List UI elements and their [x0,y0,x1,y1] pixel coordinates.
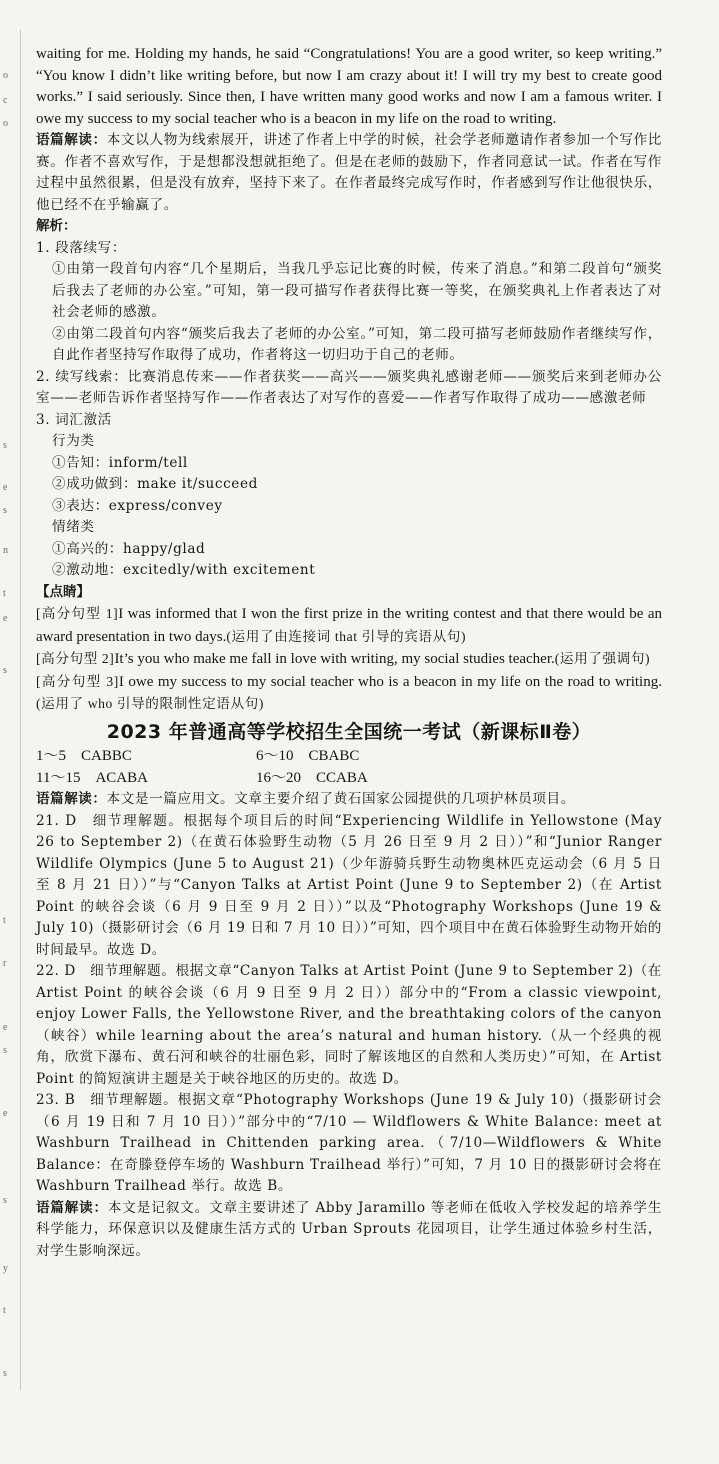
margin-letter: y [3,1263,8,1274]
highlight-sentence-1 [36,603,662,648]
section-2-title: 2. 续写线索： [36,368,128,385]
margin-letter: e [3,482,8,493]
question-22-text: 根据文章“Canyon Talks at Artist Point (June 9 to September 2)（在 Artist Point 的峡谷会谈（6 月 9 日至 9 月 2 日））部分中的“From a classic viewpoint, enjoy Lower Falls, the Yellowstone River, and the breathtaking colors of the canyon（峡谷）while learning about the area’s natural and human history.（从一个经典的视角，欣赏下瀑布、黄石河和峡谷的壮丽色彩，同时了解该地区的自然和人类历史）”可知，在 Artist Point 的简短演讲主题是关于峡谷地区的历史的。故选 D。 [36,963,662,1087]
vocab-item: ②成功做到：make it/succeed [52,476,258,492]
margin-letter: t [3,588,6,599]
highlight-sentence-3 [36,671,662,716]
margin-letter: e [3,1108,8,1119]
reading-summary-1 [36,130,662,216]
reading-summary-2 [36,789,662,811]
highlight-note: (运用了由连接词 that 引导的宾语从句) [226,628,467,644]
section-1-title: 1. 段落续写： [36,239,127,256]
question-21-text: 根据每个项目后的时间“Experiencing Wildlife in Yellowstone (May 26 to September 2)（在黄石体验野生动物（5 月 26 日至 9 月 2 日））”和“Junior Ranger Wildlife Olympics (June 5 to August 21)（少年游骑兵野生动物奥林匹克运动会（6 月 5 日至 8 月 21 日））”与“Canyon Talks at Artist Point (June 9 to September 2)（在 Artist Point 的峡谷会谈（6 月 9 日至 9 月 2 日））”以及“Photography Workshops (June 19 & July 10)（摄影研讨会（6 月 19 日和 7 月 10 日））”可知，四个项目中在黄石体验野生动物开始的时间最早。故选 D。 [36,812,662,958]
margin-letter: s [3,665,7,676]
margin-letter: e [3,1022,8,1033]
section-1-item-2: ②由第二段首句内容“颁奖后我去了老师的办公室。”可知，第二段可描写老师鼓励作者继续写作，自此作者坚持写作取得了成功，作者将这一切归功于自己的老师。 [52,325,662,363]
section-2-clues [36,367,662,410]
question-23-head: 23. B 细节理解题。 [36,1092,178,1108]
section-2-text: 比赛消息传来——作者获奖——高兴——颁奖典礼感谢老师——颁奖后来到老师办公室——老师告诉作者坚持写作——作者表达了对写作的喜爱——作者写作取得了成功——感激老师 [36,368,662,406]
answer-range: 11～15 ACABA [36,770,148,786]
section-3-title: 3. 词汇激活 [36,411,112,428]
vocab-group-emotion: 情绪类 [52,519,95,535]
vocab-item: ③表达：express/convey [52,497,223,514]
highlight-note: (运用了 who 引导的限制性定语从句) [36,696,264,711]
reading-summary-label: 语篇解读： [36,791,107,807]
reading-summary-text: 本文是记叙文。文章主要讲述了 Abby Jaramillo 等老师在低收入学校发起的培养学生科学能力，环保意识以及健康生活方式的 Urban Sprouts 花园项目，让学生通过体验乡村生活，对学生影响深远。 [36,1199,662,1259]
vocab-item: ①高兴的：happy/glad [52,540,206,557]
bleed-through-margin-letters [0,0,14,1464]
margin-letter: r [3,958,7,969]
exam-title: 2023 年普通高等学校招生全国统一考试（新课标Ⅱ卷） [106,720,592,743]
highlight-text: I was informed that I won the first prize in the writing contest and that there would be an award presentation in two days. [36,606,662,645]
vocab-group-action: 行为类 [52,433,95,449]
answer-range: 1～5 CABBC [36,748,132,764]
left-margin-rule [20,30,21,1390]
margin-letter: e [3,613,8,624]
reading-summary-3 [36,1198,662,1263]
highlight-text: I owe my success to my social teacher who is a beacon in my life on the road to writing. [118,673,662,690]
margin-letter: s [3,440,7,451]
question-22-explanation [36,961,662,1090]
margin-letter: o [3,118,8,129]
answer-range: 16～20 CCABA [256,770,368,786]
highlight-tag: [高分句型 3] [36,673,119,689]
margin-letter: s [3,1195,7,1206]
vocab-item: ②激动地：excitedly/with excitement [52,562,316,578]
question-23-explanation [36,1090,662,1198]
highlight-text: It’s you who make me fall in love with writing, my social studies teacher. [114,651,555,667]
margin-letter: t [3,1305,6,1316]
reading-summary-text: 本文以人物为线索展开，讲述了作者上中学的时候，社会学老师邀请作者参加一个写作比赛。作者不喜欢写作，于是想都没想就拒绝了。但是在老师的鼓励下，作者同意试一试。作者在写作过程中虽然很累，但是没有放弃，坚持下来了。在作者最终完成写作时，作者感到写作让他很快乐，他已经不在乎输赢了。 [36,132,662,213]
margin-letter: n [3,545,8,556]
margin-letter: t [3,915,6,926]
question-22-head: 22. D 细节理解题。 [36,963,176,979]
highlight-tag: [高分句型 2] [36,651,115,666]
highlight-note: (运用了强调句) [554,651,651,666]
reading-summary-text: 本文是一篇应用文。文章主要介绍了黄石国家公园提供的几项护林员项目。 [106,791,575,807]
question-23-text: 根据文章“Photography Workshops (June 19 & July 10)（摄影研讨会（6 月 19 日和 7 月 10 日））”部分中的“7/10 — Wildflowers & White Balance: meet at Washburn Trailhead in Chittenden parking area.（7/10—Wildflowers & White Balance：在奇滕登停车场的 Washburn Trailhead 举行）”可知，7 月 10 日的摄影研讨会将在 Washburn Trailhead 举行。故选 B。 [36,1092,662,1194]
highlights-heading: 【点睛】 [36,583,90,600]
margin-letter: s [3,1045,7,1056]
margin-letter: s [3,1368,7,1379]
question-21-head: 21. D 细节理解题。 [36,812,184,829]
essay-ending-paragraph: waiting for me. Holding my hands, he said “Congratulations! You are a good writer, so keep writing.” “You know I didn’t like writing before, but now I am crazy about it! I will try my best to create good works.” I said seriously. Since then, I have written many good works and now I am a famous writer. I owe my success to my social teacher who is a beacon in my life on the road to writing. [36,46,662,127]
margin-letter: o [3,70,8,81]
reading-summary-label: 语篇解读： [36,1199,108,1216]
margin-letter: s [3,505,7,516]
reading-summary-label: 语篇解读： [36,132,107,148]
highlight-sentence-2 [36,648,662,671]
answer-key-page [36,44,662,1262]
analysis-heading: 解析： [36,218,77,234]
question-21-explanation [36,811,662,962]
section-1-item-1: ①由第一段首句内容“几个星期后，当我几乎忘记比赛的时候，传来了消息。”和第二段首句“颁奖后我去了老师的办公室。”可知，第一段可描写作者获得比赛一等奖，在颁奖典礼上作者表达了对社会老师的感激。 [52,261,662,320]
answer-range: 6～10 CBABC [256,748,360,764]
margin-letter: c [3,95,8,106]
vocab-item: ①告知：inform/tell [52,454,188,471]
answer-grid [36,745,662,789]
highlight-tag: [高分句型 1] [36,606,119,621]
